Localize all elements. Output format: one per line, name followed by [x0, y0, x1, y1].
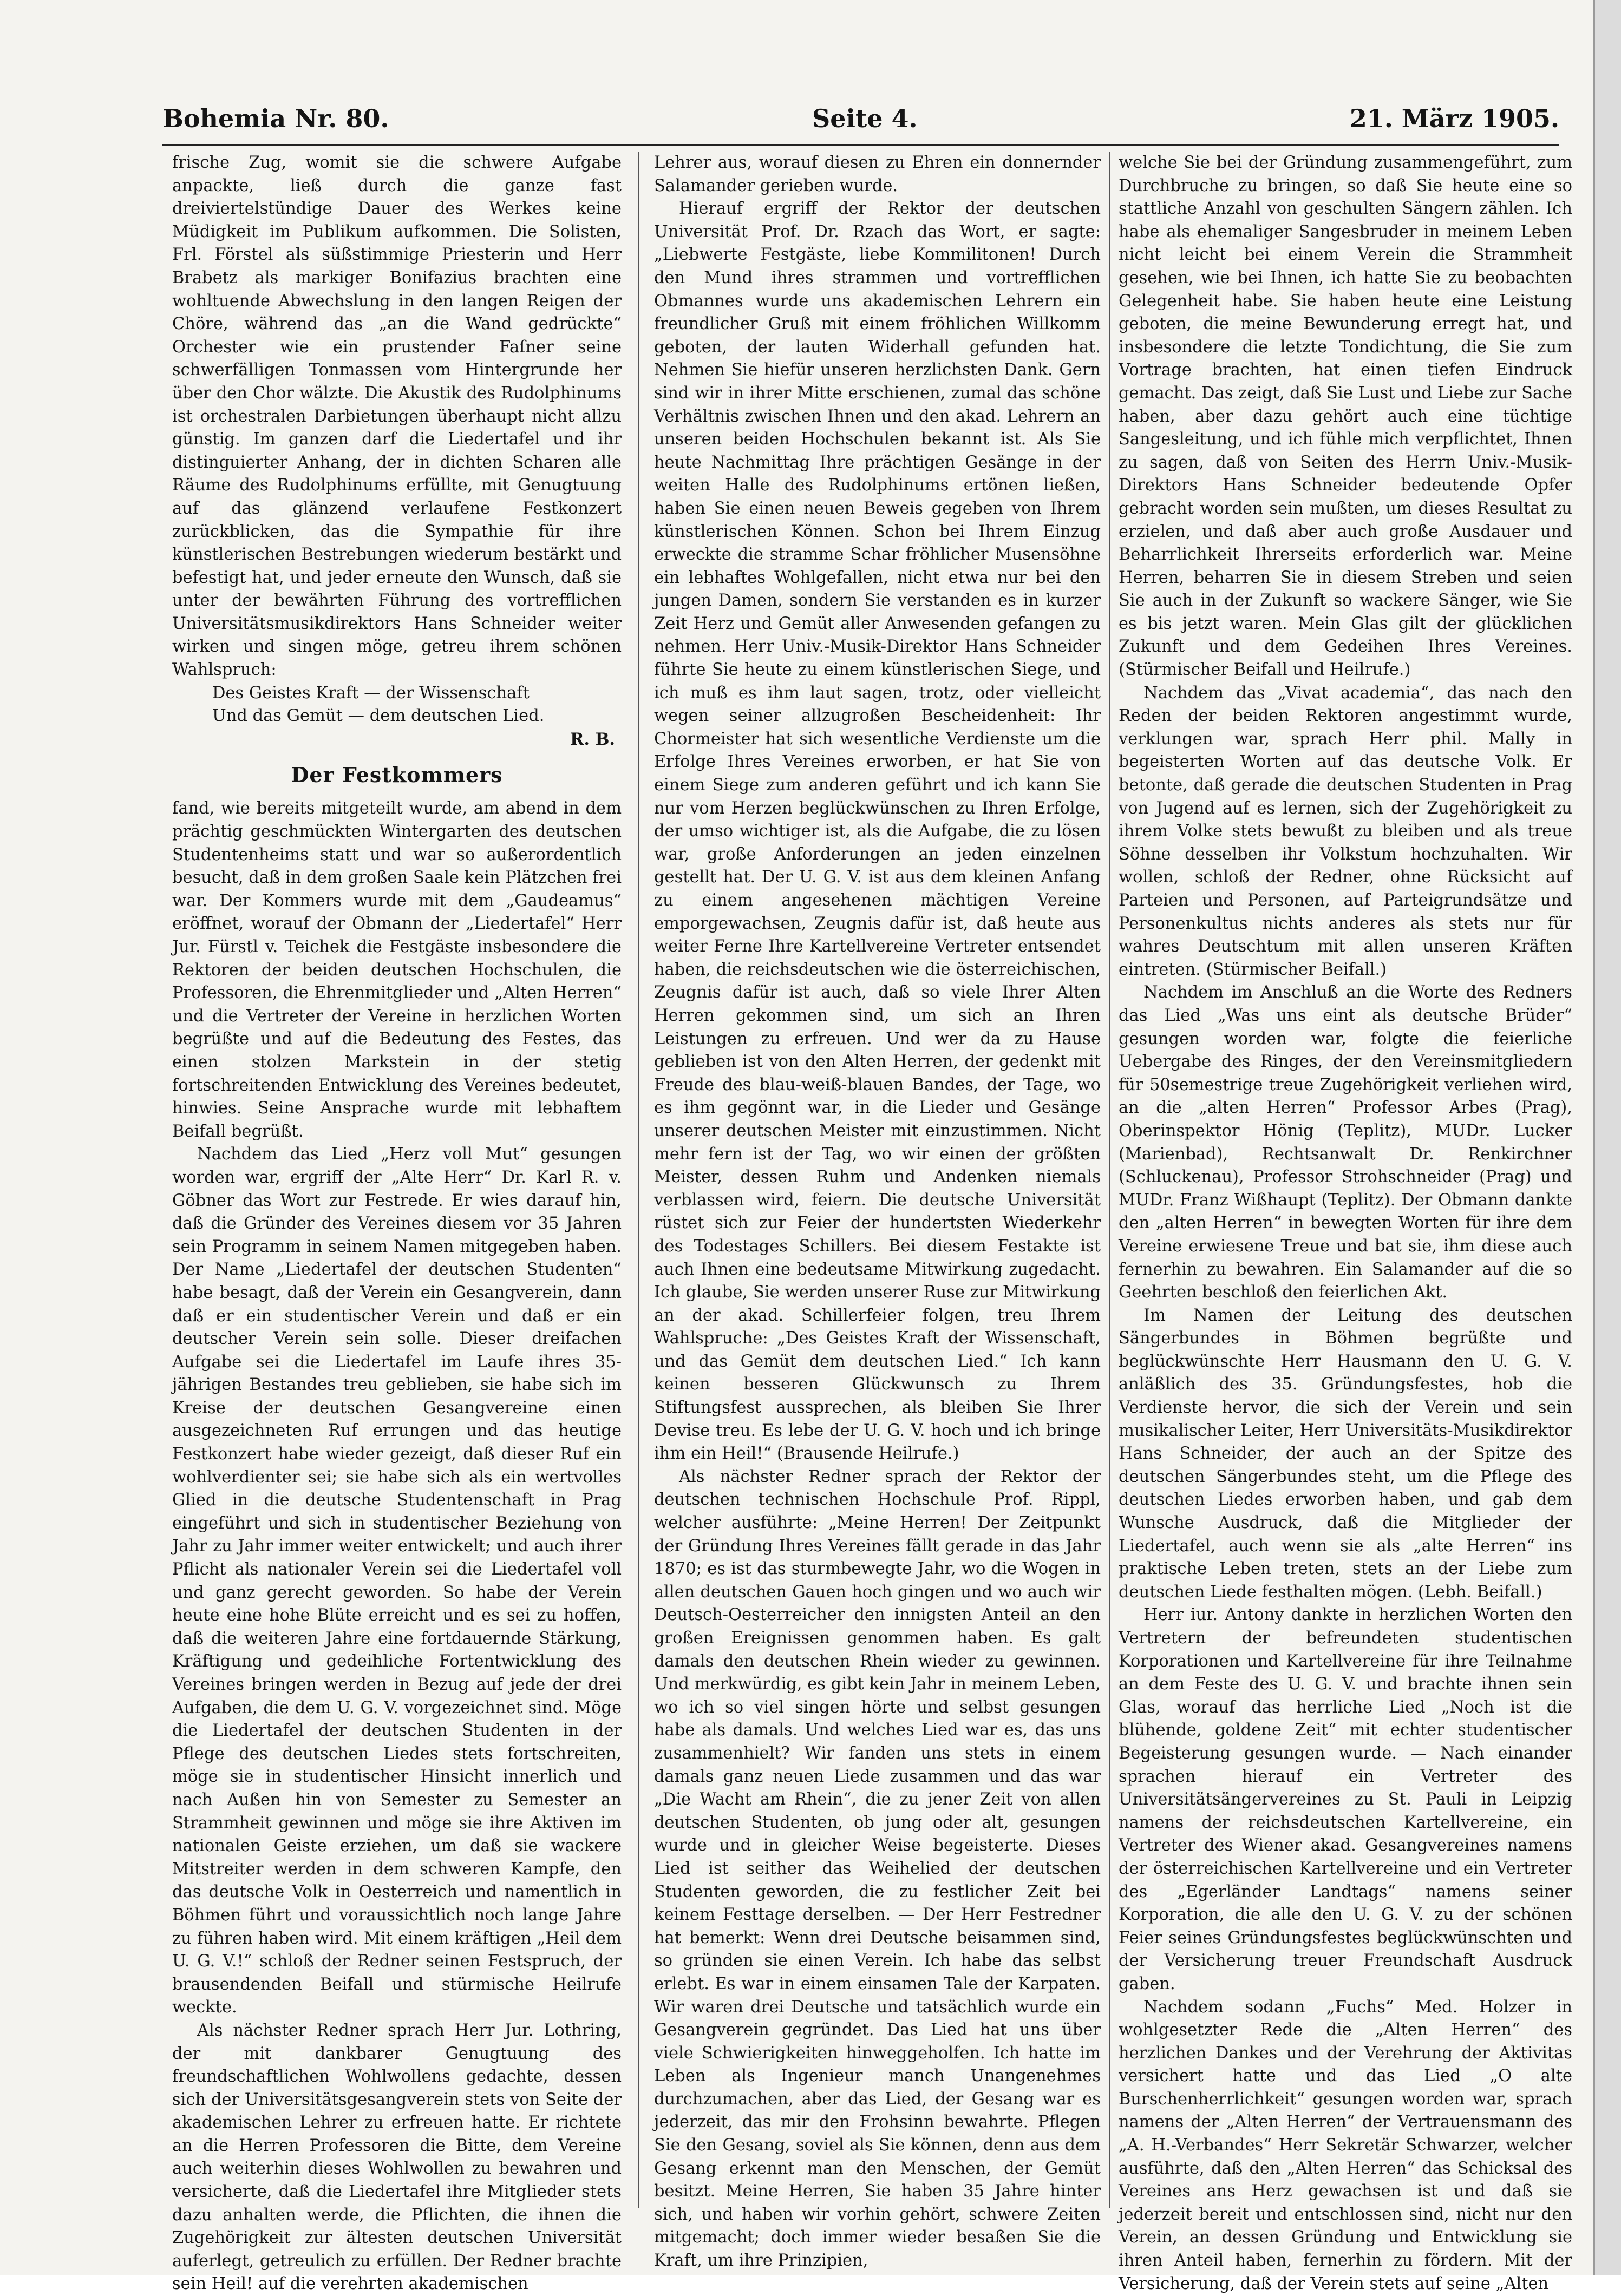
article-paragraph: Als nächster Redner sprach der Rektor der deutschen technischen Hochschule Prof. Rippl, welcher ausführte: „Meine Herren! Der Zeitpunkt der Gründung Ihres Vereines fällt gerade in das Jahr 1870; es ist das sturmbewegte Jahr, wo die Wogen in allen deutschen Gauen hoch gingen und wo auch wir Deutsch-Oesterreicher den innigsten Anteil an den großen Ereignissen genommen haben. Es galt damals den deutschen Rhein wieder zu gewinnen. Und merkwürdig, es gibt kein Jahr in meinem Leben, wo ich so viel singen hörte und selbst gesungen habe als damals. Und welches Lied war es, das uns zusammenhielt? Wir fanden uns stets in einem damals ganz neuen Liede zusammen und das war „Die Wacht am Rhein“, die zu jener Zeit von allen deutschen Studenten, ob jung oder alt, gesungen wurde und in gleicher Weise begeisterte. Dieses Lied ist seither das Weihelied der deutschen Studenten geworden, die zu festlicher Zeit bei keinem Festtage derselben. — Der Herr Festredner hat bemerkt: Wenn drei Deutsche beisammen sind, so gründen sie einen Verein. Ich habe das selbst erlebt. Es war in einem einsamen Tale der Karpaten. Wir waren drei Deutsche und tatsächlich wurde ein Gesangverein gegründet. Das Lied hat uns über viele Schwierigkeiten hinweggeholfen. Ich hatte im Leben als Ingenieur manch Unangenehmes durchzumachen, aber das Lied, der Gesang war es jederzeit, das mir den Frohsinn bewahrte. Pflegen Sie den Gesang, soviel als Sie können, denn aus dem Gesang erkennt man den Menschen, der Gemüt besitzt. Meine Herren, Sie haben 35 Jahre hinter sich, und haben wir vorhin gehört, schwere Zeiten mitgemacht; doch immer wieder besaßen Sie die Kraft, um ihre Prinzipien, — [654, 1467, 1101, 2271]
column-divider-2 — [1109, 152, 1110, 2208]
article-paragraph: fand, wie bereits mitgeteilt wurde, am abend in dem prächtig geschmückten Wintergarten des deutschen Studentenheims statt und war so außerordentlich besucht, daß in dem großen Saale kein Plätzchen frei war. Der Kommers wurde mit dem „Gaudeamus“ eröffnet, worauf der Obmann der „Liedertafel“ Herr Jur. Fürstl v. Teichek die Festgäste insbesondere die Rektoren der beiden deutschen Hochschulen, die Professoren, die Ehrenmitglieder und „Alten Herren“ und die Vertreter der Vereine in herzlichen Worten begrüßte und auf die Bedeutung des Festes, das einen stolzen Markstein in der stetig fortschreitenden Entwicklung des Vereines bedeutet, hinwies. Seine Ansprache wurde mit lebhaftem Beifall begrüßt. — [172, 799, 622, 1141]
article-paragraph: Hierauf ergriff der Rektor der deutschen Universität Prof. Dr. Rzach das Wort, er sagte: „Liebwerte Festgäste, liebe Kommilitonen! Durch den Mund ihres strammen und vortrefflichen Obmannes wurde uns akademischen Lehrern ein freundlicher Gruß mit einem fröhlichen Willkomm geboten, der lauten Widerhall gefunden hat. Nehmen Sie hiefür unseren herzlichsten Dank. Gern sind wir in ihrer Mitte erschienen, zumal das schöne Verhältnis zwischen Ihnen und den akad. Lehrern an unseren beiden Hochschulen bekannt ist. Als Sie heute Nachmittag Ihre prächtigen Gesänge in der weiten Halle des Rudolphinums ertönen ließen, haben Sie einen neuen Beweis gegeben von Ihrem künstlerischen Können. Schon bei Ihrem Einzug erweckte die stramme Schar fröhlicher Musensöhne ein lebhaftes Wohlgefallen, nicht etwa nur bei den jungen Damen, sondern Sie verstanden es in kurzer Zeit Herz und Gemüt aller Anwesenden gefangen zu nehmen. Herr Univ.-Musik-Direktor Hans Schneider führte Sie heute zu einem künstlerischen Siege, und ich muß es ihm laut sagen, trotz, oder vielleicht wegen seiner allzugroßen Bescheidenheit: Ihr Chormeister hat sich wesentliche Verdienste um die Erfolge Ihres Vereines erworben, er hat Sie von einem Siege zum anderen geführt und ich kann Sie nur vom Herzen beglückwünschen zu Ihren Erfolge, der umso wichtiger ist, als die Aufgabe, die zu lösen war, große Anforderungen an jeden einzelnen gestellt hat. Der U. G. V. ist aus dem kleinen Anfang zu einem angesehenen mächtigen Vereine emporgewachsen, Zeugnis dafür ist, daß heute aus weiter Ferne Ihre Kartellvereine Vertreter entsendet haben, die reichsdeutschen wie die österreichischen, Zeugnis dafür ist auch, daß so viele Ihrer Alten Herren gekommen sind, um sich an Ihren Leistungen zu erfreuen. Und wer da zu Hause geblieben ist von den Alten Herren, der gedenkt mit Freude des blau-weiß-blauen Bandes, der Tage, wo es ihm gegönnt war, in die Lieder und Gesänge unserer deutschen Meister mit einzustimmen. Nicht mehr fern ist der Tag, wo wir einen der größten Meister, dessen Ruhm und Andenken niemals verblassen wird, feiern. Die deutsche Universität rüstet sich zur Feier der hundertsten Wiederkehr des Todestages Schillers. Bei diesem Festakte ist auch Ihnen eine bedeutsame Mitwirkung zugedacht. Ich glaube, Sie werden unserer Ruse zur Mitwirkung an der akad. Schillerfeier folgen, treu Ihrem Wahlspruche: „Des Geistes Kraft der Wissenschaft, und das Gemüt dem deutschen Lied.“ Ich kann keinen besseren Glückwunsch zu Ihrem Stiftungsfest aussprechen, als bleiben Sie Ihrer Devise treu. Es lebe der U. G. V. hoch und ich bringe ihm ein Heil!“ (Brausende Heilrufe.) — [654, 199, 1101, 1464]
column-1 — [172, 152, 622, 2294]
motto-line-2: Und das Gemüt — dem deutschen Lied. — [212, 706, 545, 726]
article-paragraph: Nachdem im Anschluß an die Worte des Redners das Lied „Was uns eint als deutsche Brüder“ gesungen worden war, folgte die feierliche Uebergabe des Ringes, der den Vereinsmitgliedern für 50semestrige treue Zugehörigkeit verliehen wird, an die „alten Herren“ Professor Arbes (Prag), Oberinspektor Hönig (Teplitz), MUDr. Lucker (Marienbad), Rechtsanwalt Dr. Renkirchner (Schluckenau), Professor Strohschneider (Prag) und MUDr. Franz Wißhaupt (Teplitz). Der Obmann dankte den „alten Herren“ in bewegten Worten für ihre dem Vereine erwiesene Treue und bat sie, ihm diese auch fernerhin zu bewahren. Ein Salamander auf die so Geehrten beschloß den feierlichen Akt. — [1119, 983, 1572, 1302]
masthead-issue: Bohemia Nr. 80. — [162, 104, 389, 133]
column-3 — [1119, 152, 1572, 2293]
article-paragraph: Nachdem das „Vivat academia“, das nach den Reden der beiden Rektoren angestimmt wurde, verklungen war, sprach Herr phil. Mally in begeisterten Worten auf das deutsche Volk. Er betonte, daß gerade die deutschen Studenten in Prag von Jugend auf es lernen, sich der Zugehörigkeit zu ihrem Volke stets bewußt zu bleiben und als treue Söhne desselben ihr Volkstum hochzuhalten. Wir wollen, schloß der Redner, ohne Rücksicht auf Parteien und Personen, auf Parteigrundsätze und Personenkultus nichts anderes als stets nur für wahres Deutschtum mit allen unseren Kräften eintreten. (Stürmischer Beifall.) — [1119, 683, 1572, 979]
article-paragraph: Im Namen der Leitung des deutschen Sängerbundes in Böhmen begrüßte und beglückwünschte Herr Hausmann den U. G. V. anläßlich des 35. Gründungsfestes, hob die Verdienste hervor, die sich der Verein und sein musikalischer Leiter, Herr Universitäts-Musikdirektor Hans Schneider, der auch an der Spitze des deutschen Sängerbundes steht, um die Pflege des deutschen Liedes erworben haben, und gab dem Wunsche Ausdruck, daß die Mitglieder der Liedertafel, auch wenn sie als „alte Herren“ ins praktische Leben treten, stets an der Liebe zum deutschen Liede festhalten mögen. (Lebh. Beifall.) — [1119, 1306, 1572, 1602]
article-paragraph: Lehrer aus, worauf diesen zu Ehren ein donnernder Salamander gerieben wurde. — [654, 153, 1101, 195]
concert-review-ending: frische Zug, womit sie die schwere Aufgabe anpackte, ließ durch die ganze fast dreiviertelstündige Dauer des Werkes keine Müdigkeit im Publikum aufkommen. Die Solisten, Frl. Förstel als süßstimmige Priesterin und Herr Brabetz als markiger Bonifazius brachten eine wohltuende Abwechslung in den langen Reigen der Chöre, während das „an die Wand gedrückte“ Orchester wie ein prustender Faſner seine schwerfälligen Tonmassen vom Hintergrunde her über den Chor wälzte. Die Akustik des Rudolphinums ist orchestralen Darbietungen überhaupt nicht allzu günstig. Im ganzen darf die Liedertafel und ihr distinguierter Anhang, der in dichten Scharen alle Räume des Rudolphinums erfüllte, mit Genugtuung auf das glänzend verlaufene Festkonzert zurückblicken, das die Sympathie für ihre künstlerischen Bestrebungen wiederum bestärkt und befestigt hat, und jeder erneute den Wunsch, daß sie unter der bewährten Führung des vortrefflichen Universitätsmusikdirektors Hans Schneider weiter wirken und singen möge, getreu ihrem schönen Wahlspruch: — [172, 153, 622, 680]
article-paragraph: Herr iur. Antony dankte in herzlichen Worten den Vertretern der befreundeten studentischen Korporationen und Kartellvereine für ihre Teilnahme an dem Feste des U. G. V. und brachte ihnen sein Glas, worauf das herrliche Lied „Noch ist die blühende, goldene Zeit“ mit echter studentischer Begeisterung gesungen wurde. — Nach einander sprachen hierauf ein Vertreter des Universitätsängervereines zu St. Pauli in Leipzig namens der reichsdeutschen Kartellvereine, ein Vertreter des Wiener akad. Gesangvereines namens der österreichischen Kartellvereine und ein Vertreter des „Egerländer Landtags“ namens seiner Korporation, die alle den U. G. V. zu der schönen Feier seines Gründungsfestes beglückwünschten und der Versicherung treuer Freundschaft Ausdruck gaben. — [1119, 1605, 1572, 1993]
author-signature: R. B. — [570, 729, 615, 749]
article-paragraph: Nachdem das Lied „Herz voll Mut“ gesungen worden war, ergriff der „Alte Herr“ Dr. Karl R. v. Göbner das Wort zur Festrede. Er wies darauf hin, daß die Gründer des Vereines diesem vor 35 Jahren sein Programm in seinem Namen mitgegeben haben. Der Name „Liedertafel der deutschen Studenten“ habe besagt, daß der Verein ein Gesangverein, dann daß er ein studentischer Verein und daß er ein deutscher Verein sein solle. Dieser dreifachen Aufgabe sei die Liedertafel im Laufe ihres 35-jährigen Bestandes treu geblieben, sie habe sich im Kreise der deutschen Gesangvereine einen ausgezeichneten Ruf errungen und das heutige Festkonzert habe wieder gezeigt, daß dieser Ruf ein wohlverdienter sei; sie habe sich als ein wertvolles Glied in die deutsche Studentenschaft in Prag eingeführt und sich in studentischer Beziehung von Jahr zu Jahr immer weiter entwickelt; und auch ihrer Pflicht als nationaler Verein sei die Liedertafel voll und ganz gerecht geworden. So habe der Verein heute eine hohe Blüte erreicht und es sei zu hoffen, daß die weiteren Jahre eine fortdauernde Stärkung, Kräftigung und gedeihliche Fortentwicklung des Vereines bringen werden in Bezug auf jede der drei Aufgaben, die dem U. G. V. vorgezeichnet sind. Möge die Liedertafel der deutschen Studenten in der Pflege des deutschen Liedes stets fortschreiten, möge sie in studentischer Hinsicht innerlich und nach Außen hin von Semester zu Semester an Strammheit gewinnen und möge sie ihre Aktiven im nationalen Geiste erziehen, um daß sie wackere Mitstreiter werden in dem schweren Kampfe, den das deutsche Volk in Oesterreich und namentlich in Böhmen führt und voraussichtlich noch lange Jahre zu führen haben wird. Mit einem kräftigen „Heil dem U. G. V.!“ schloß der Redner seinen Festspruch, der brausendenden Beifall und stürmische Heilrufe weckte. — [172, 1145, 622, 2017]
scan-edge — [1593, 0, 1621, 2275]
page-header — [162, 104, 1559, 142]
motto — [172, 682, 622, 728]
page-number: Seite 4. — [812, 104, 918, 133]
article-paragraph: Nachdem sodann „Fuchs“ Med. Holzer in wohlgesetzter Rede die „Alten Herren“ des herzlichen Dankes und der Verehrung der Aktivitas versichert hatte und das Lied „O alte Burschenherrlichkeit“ gesungen worden war, sprach namens der „Alten Herren“ der Vertrauensmann des „A. H.-Verbandes“ Herr Sekretär Schwarzer, welcher ausführte, daß den „Alten Herren“ das Schicksal des Vereines ans Herz gewachsen ist und daß sie jederzeit bereit und entschlossen sind, nicht nur den Verein, an dessen Gründung und Entwicklung sie ihren Anteil haben, fernerhin zu fördern. Mit der Versicherung, daß der Verein stets auf seine „Alten — [1119, 1997, 1572, 2293]
article-paragraph: Als nächster Redner sprach Herr Jur. Lothring, der mit dankbarer Genugtuung des freundschaftlichen Wohlwollens gedachte, dessen sich der Universitätsgesangverein stets von Seite der akademischen Lehrer zu erfreuen hatte. Er richtete an die Herren Professoren die Bitte, dem Vereine auch weiterhin dieses Wohlwollen zu bewahren und versicherte, daß die Liedertafel ihre Mitglieder stets dazu anhalten werde, die Pflichten, die ihnen die Zugehörigkeit zur ältesten deutschen Universität auferlegt, getreulich zu erfüllen. Der Redner brachte sein Heil! auf die verehrten akademischen — [172, 2021, 622, 2294]
article-paragraph: welche Sie bei der Gründung zusammengeführt, zum Durchbruche zu bringen, so daß Sie heute eine so stattliche Anzahl von geschulten Sängern zählen. Ich habe als ehemaliger Sangesbruder in meinem Leben nicht leicht bei einem Verein die Strammheit gesehen, wie bei Ihnen, ich hatte Sie zu beobachten Gelegenheit habe. Sie haben heute eine Leistung geboten, die meine Bewunderung erregt hat, und insbesondere die letzte Tondichtung, die Sie zum Vortrage brachten, hat einen tiefen Eindruck gemacht. Das zeigt, daß Sie Lust und Liebe zur Sache haben, aber dazu gehört auch eine tüchtige Sangesleitung, und ich fühle mich verpflichtet, Ihnen zu sagen, daß von Seiten des Herrn Univ.-Musik-Direktors Hans Schneider bedeutende Opfer gebracht worden sein mußten, um dieses Resultat zu erzielen, und daß aber auch große Ausdauer und Beharrlichkeit Ihrerseits erforderlich war. Meine Herren, beharren Sie in diesem Streben und seien Sie auch in der Zukunft so wackere Sänger, wie Sie es bis jetzt waren. Mein Glas gilt der glücklichen Zukunft und dem Gedeihen Ihres Vereines. (Stürmischer Beifall und Heilrufe.) — [1119, 153, 1572, 680]
column-2 — [654, 152, 1101, 2271]
column-divider-1 — [638, 152, 639, 2208]
motto-line-1: Des Geistes Kraft — der Wissenschaft — [212, 683, 530, 703]
section-heading: Der Festkommers — [291, 763, 503, 788]
issue-date: 21. März 1905. — [1349, 104, 1559, 133]
header-rule — [162, 144, 1559, 146]
